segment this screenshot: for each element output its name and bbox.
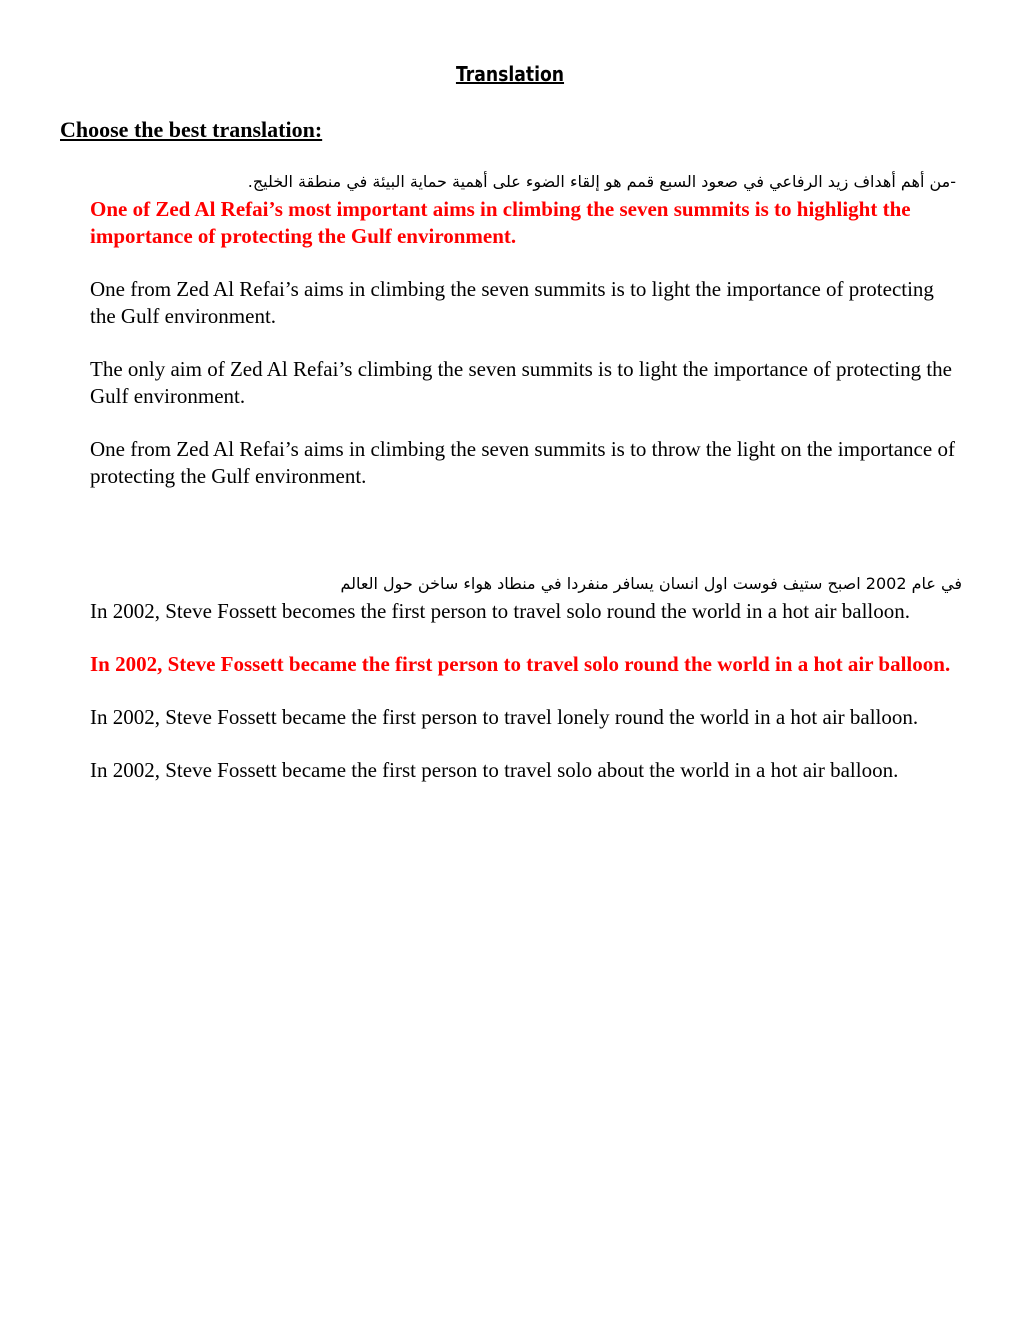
answer-option: The only aim of Zed Al Refai’s climbing the seven summits is to light the importance of protecting the Gulf environment. [90,357,952,408]
answer-options [90,598,958,784]
answer-option: One from Zed Al Refai’s aims in climbing the seven summits is to throw the light on the importance of protecting the Gulf environment. [90,437,955,488]
correct-answer-option: In 2002, Steve Fossett became the first person to travel solo round the world in a hot air balloon. [90,652,951,676]
answer-option: One from Zed Al Refai’s aims in climbing the seven summits is to light the importance of protecting the Gulf environment. [90,277,934,328]
page-title: Translation [455,62,565,86]
question-1 [90,168,958,516]
arabic-source-sentence: في عام 2002 اصبح ستيف فوست اول انسان يسافر منفردا في منطاد هواء ساخن حول العالم [340,574,962,593]
answer-option: In 2002, Steve Fossett becomes the first person to travel solo round the world in a hot air balloon. [90,599,911,623]
answer-options [90,196,958,490]
correct-answer-option: One of Zed Al Refai’s most important aims in climbing the seven summits is to highlight the importance of protecting the Gulf environment. [90,197,911,248]
arabic-source-sentence: -من أهم أهداف زيد الرفاعي في صعود السبع قمم هو إلقاء الضوء على أهمية حماية البيئة في منطقة الخليج. [247,172,956,191]
instruction-heading: Choose the best translation: [60,117,323,142]
answer-option: In 2002, Steve Fossett became the first person to travel lonely round the world in a hot air balloon. [90,705,919,729]
answer-option: In 2002, Steve Fossett became the first person to travel solo about the world in a hot air balloon. [90,758,899,782]
question-2 [90,570,962,810]
